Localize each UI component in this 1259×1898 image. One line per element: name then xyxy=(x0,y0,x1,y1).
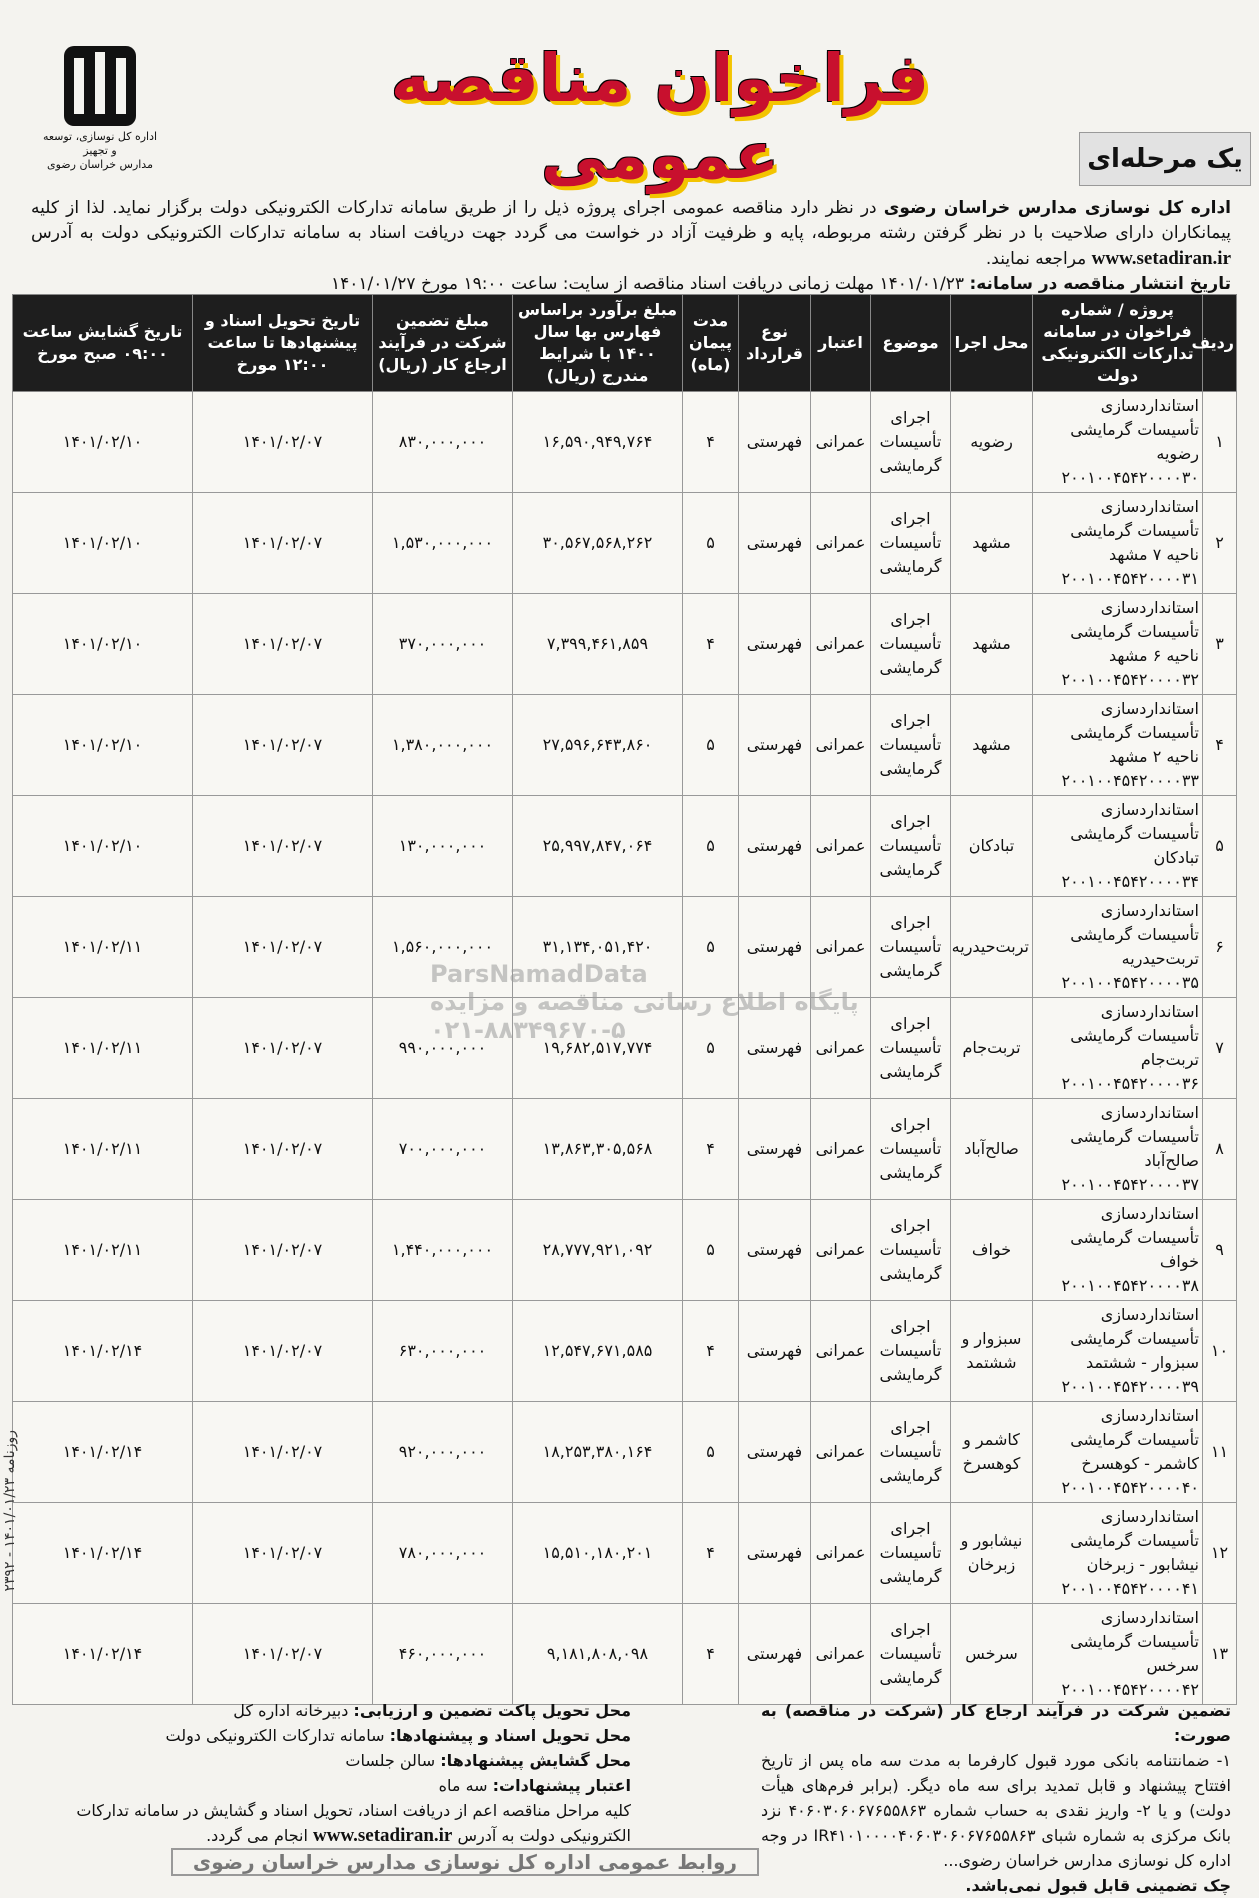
subject-cell: اجرای تأسیسات گرمایشی xyxy=(871,897,951,998)
duration-cell: ۴ xyxy=(683,1099,739,1200)
location-cell: مشهد xyxy=(951,695,1033,796)
subject-cell: اجرای تأسیسات گرمایشی xyxy=(871,1099,951,1200)
credit-cell: عمرانی xyxy=(811,796,871,897)
opening-date-cell: ۱۴۰۱/۰۲/۱۰ xyxy=(13,796,193,897)
opening-date-cell: ۱۴۰۱/۰۲/۱۴ xyxy=(13,1402,193,1503)
duration-cell: ۵ xyxy=(683,796,739,897)
delivery-date-cell: ۱۴۰۱/۰۲/۰۷ xyxy=(193,1200,373,1301)
column-header: مبلغ برآورد براساس فهارس بها سال ۱۴۰۰ با شرایط مندرج (ریال) xyxy=(513,295,683,392)
location-cell: مشهد xyxy=(951,594,1033,695)
table-row xyxy=(13,796,1237,897)
info-l2-label: محل تحویل اسناد و پیشنهادها: xyxy=(389,1726,631,1745)
column-header: تاریخ تحویل اسناد و پیشنهادها تا ساعت ۱۲:۰۰ مورخ xyxy=(193,295,373,392)
estimate-cell: ۲۸,۷۷۷,۹۲۱,۰۹۲ xyxy=(513,1200,683,1301)
subject-cell: اجرای تأسیسات گرمایشی xyxy=(871,796,951,897)
row-number: ۱۳ xyxy=(1203,1604,1237,1705)
table-row xyxy=(13,594,1237,695)
info-l4-value: سه ماه xyxy=(438,1776,493,1795)
contract-type-cell: فهرستی xyxy=(739,493,811,594)
guarantee-cell: ۳۷۰,۰۰۰,۰۰۰ xyxy=(373,594,513,695)
duration-cell: ۴ xyxy=(683,594,739,695)
side-text: روزنامه ۱۴۰۱/۰۱/۲۳ - ۲۳۹۲ xyxy=(2,1430,18,1592)
subject-cell: اجرای تأسیسات گرمایشی xyxy=(871,1402,951,1503)
site-link[interactable]: www.setadiran.ir xyxy=(1091,248,1231,269)
subject-cell: اجرای تأسیسات گرمایشی xyxy=(871,695,951,796)
info-l5-after: انجام می گردد. xyxy=(206,1826,314,1845)
info-l5: کلیه مراحل مناقصه اعم از دریافت اسناد، تحویل اسناد و گشایش در سامانه تدارکات الکترونیکی دولت به آدرس xyxy=(76,1801,631,1845)
project-cell: استانداردسازی تأسیسات گرمایشی صالح‌آباد ۲۰۰۱۰۰۴۵۴۲۰۰۰۰۳۷ xyxy=(1033,1099,1203,1200)
intro-text: در نظر دارد مناقصه عمومی اجرای پروژه ذیل را از طریق سامانه تدارکات الکترونیکی دولت برگزار نماید. لذا از کلیه پیمانکاران دارای صلاحیت با در نظر گرفتن رشته مربوطه، پایه و ظرفیت آزاد در خواست می گردد جهت دریافت اسناد به سامانه تدارکات الکترونیکی دولت به آدرس xyxy=(31,198,1231,243)
info-l1-label: محل تحویل پاکت تضمین و ارزیابی: xyxy=(353,1701,631,1720)
watermark xyxy=(430,960,859,1044)
contract-type-cell: فهرستی xyxy=(739,1503,811,1604)
delivery-date-cell: ۱۴۰۱/۰۲/۰۷ xyxy=(193,998,373,1099)
guarantee-tail: چک تضمینی قابل قبول نمی‌باشد. xyxy=(965,1876,1231,1895)
guarantee-cell: ۷۸۰,۰۰۰,۰۰۰ xyxy=(373,1503,513,1604)
duration-cell: ۵ xyxy=(683,493,739,594)
guarantee-cell: ۶۳۰,۰۰۰,۰۰۰ xyxy=(373,1301,513,1402)
column-header: مدت پیمان (ماه) xyxy=(683,295,739,392)
estimate-cell: ۲۷,۵۹۶,۶۴۳,۸۶۰ xyxy=(513,695,683,796)
contract-type-cell: فهرستی xyxy=(739,1604,811,1705)
estimate-cell: ۱۹,۶۸۲,۵۱۷,۷۷۴ xyxy=(513,998,683,1099)
project-cell: استانداردسازی تأسیسات گرمایشی تربت‌حیدریه ۲۰۰۱۰۰۴۵۴۲۰۰۰۰۳۵ xyxy=(1033,897,1203,998)
delivery-date-cell: ۱۴۰۱/۰۲/۰۷ xyxy=(193,1099,373,1200)
table-row xyxy=(13,1402,1237,1503)
emblem-icon xyxy=(60,40,140,130)
delivery-date-cell: ۱۴۰۱/۰۲/۰۷ xyxy=(193,695,373,796)
credit-cell: عمرانی xyxy=(811,1604,871,1705)
column-header: ردیف xyxy=(1203,295,1237,392)
contract-type-cell: فهرستی xyxy=(739,897,811,998)
opening-date-cell: ۱۴۰۱/۰۲/۱۴ xyxy=(13,1503,193,1604)
date-label: تاریخ انتشار مناقصه در سامانه: xyxy=(969,274,1231,294)
estimate-cell: ۱۶,۵۹۰,۹۴۹,۷۶۴ xyxy=(513,392,683,493)
subject-cell: اجرای تأسیسات گرمایشی xyxy=(871,493,951,594)
duration-cell: ۵ xyxy=(683,998,739,1099)
estimate-cell: ۱۳,۸۶۳,۳۰۵,۵۶۸ xyxy=(513,1099,683,1200)
estimate-cell: ۱۸,۲۵۳,۳۸۰,۱۶۴ xyxy=(513,1402,683,1503)
info-block xyxy=(71,1698,631,1848)
guarantee-block xyxy=(761,1698,1231,1898)
contract-type-cell: فهرستی xyxy=(739,796,811,897)
notice-title: فراخوان مناقصه عمومی xyxy=(390,40,930,194)
contract-type-cell: فهرستی xyxy=(739,1200,811,1301)
row-number: ۱۱ xyxy=(1203,1402,1237,1503)
delivery-date-cell: ۱۴۰۱/۰۲/۰۷ xyxy=(193,594,373,695)
credit-cell: عمرانی xyxy=(811,695,871,796)
watermark-line-3: ۰۲۱-۸۸۳۴۹۶۷۰-۵ xyxy=(430,1016,626,1044)
duration-cell: ۴ xyxy=(683,1604,739,1705)
location-cell: خواف xyxy=(951,1200,1033,1301)
opening-date-cell: ۱۴۰۱/۰۲/۱۰ xyxy=(13,695,193,796)
row-number: ۶ xyxy=(1203,897,1237,998)
estimate-cell: ۹,۱۸۱,۸۰۸,۰۹۸ xyxy=(513,1604,683,1705)
table-row xyxy=(13,1200,1237,1301)
logo-caption-1: اداره کل نوسازی، توسعه و تجهیز xyxy=(42,130,158,157)
row-number: ۵ xyxy=(1203,796,1237,897)
duration-cell: ۴ xyxy=(683,1503,739,1604)
intro-after: مراجعه نمایند. xyxy=(985,249,1092,269)
opening-date-cell: ۱۴۰۱/۰۲/۱۴ xyxy=(13,1604,193,1705)
opening-date-cell: ۱۴۰۱/۰۲/۱۰ xyxy=(13,493,193,594)
estimate-cell: ۱۵,۵۱۰,۱۸۰,۲۰۱ xyxy=(513,1503,683,1604)
table-row xyxy=(13,493,1237,594)
column-header: نوع قرارداد xyxy=(739,295,811,392)
subject-cell: اجرای تأسیسات گرمایشی xyxy=(871,392,951,493)
guarantee-cell: ۸۳۰,۰۰۰,۰۰۰ xyxy=(373,392,513,493)
subject-cell: اجرای تأسیسات گرمایشی xyxy=(871,1604,951,1705)
row-number: ۹ xyxy=(1203,1200,1237,1301)
column-header: اعتبار xyxy=(811,295,871,392)
guarantee-cell: ۱۳۰,۰۰۰,۰۰۰ xyxy=(373,796,513,897)
project-cell: استانداردسازی تأسیسات گرمایشی رضویه ۲۰۰۱۰۰۴۵۴۲۰۰۰۰۳۰ xyxy=(1033,392,1203,493)
guarantee-cell: ۱,۳۸۰,۰۰۰,۰۰۰ xyxy=(373,695,513,796)
contract-type-cell: فهرستی xyxy=(739,1402,811,1503)
table-row xyxy=(13,1301,1237,1402)
location-cell: صالح‌آباد xyxy=(951,1099,1033,1200)
table-row xyxy=(13,1604,1237,1705)
contract-type-cell: فهرستی xyxy=(739,1099,811,1200)
opening-date-cell: ۱۴۰۱/۰۲/۱۰ xyxy=(13,392,193,493)
credit-cell: عمرانی xyxy=(811,1200,871,1301)
location-cell: تربت‌حیدریه xyxy=(951,897,1033,998)
credit-cell: عمرانی xyxy=(811,897,871,998)
contract-type-cell: فهرستی xyxy=(739,594,811,695)
duration-cell: ۵ xyxy=(683,695,739,796)
table-row xyxy=(13,1503,1237,1604)
duration-cell: ۵ xyxy=(683,1402,739,1503)
guarantee-cell: ۷۰۰,۰۰۰,۰۰۰ xyxy=(373,1099,513,1200)
duration-cell: ۵ xyxy=(683,897,739,998)
credit-cell: عمرانی xyxy=(811,594,871,695)
logo-caption-2: مدارس خراسان رضوی xyxy=(47,158,153,171)
estimate-cell: ۷,۳۹۹,۴۶۱,۸۵۹ xyxy=(513,594,683,695)
duration-cell: ۴ xyxy=(683,392,739,493)
subject-cell: اجرای تأسیسات گرمایشی xyxy=(871,594,951,695)
info-l4-label: اعتبار پیشنهادات: xyxy=(492,1776,631,1795)
guarantee-heading: تضمین شرکت در فرآیند ارجاع کار (شرکت در مناقصه) به صورت: xyxy=(761,1701,1231,1745)
row-number: ۳ xyxy=(1203,594,1237,695)
intro-paragraph xyxy=(31,196,1231,297)
opening-date-cell: ۱۴۰۱/۰۲/۱۱ xyxy=(13,1200,193,1301)
table-row xyxy=(13,1099,1237,1200)
delivery-date-cell: ۱۴۰۱/۰۲/۰۷ xyxy=(193,493,373,594)
project-cell: استانداردسازی تأسیسات گرمایشی تربت‌جام ۲۰۰۱۰۰۴۵۴۲۰۰۰۰۳۶ xyxy=(1033,998,1203,1099)
credit-cell: عمرانی xyxy=(811,1301,871,1402)
row-number: ۷ xyxy=(1203,998,1237,1099)
guarantee-cell: ۴۶۰,۰۰۰,۰۰۰ xyxy=(373,1604,513,1705)
table-header-row xyxy=(13,295,1237,392)
delivery-date-cell: ۱۴۰۱/۰۲/۰۷ xyxy=(193,897,373,998)
project-cell: استانداردسازی تأسیسات گرمایشی سرخس ۲۰۰۱۰۰۴۵۴۲۰۰۰۰۴۲ xyxy=(1033,1604,1203,1705)
credit-cell: عمرانی xyxy=(811,1099,871,1200)
opening-date-cell: ۱۴۰۱/۰۲/۱۴ xyxy=(13,1301,193,1402)
project-cell: استانداردسازی تأسیسات گرمایشی ناحیه ۷ مشهد ۲۰۰۱۰۰۴۵۴۲۰۰۰۰۳۱ xyxy=(1033,493,1203,594)
location-cell: نیشابور و زبرخان xyxy=(951,1503,1033,1604)
credit-cell: عمرانی xyxy=(811,392,871,493)
project-cell: استانداردسازی تأسیسات گرمایشی نیشابور - زبرخان ۲۰۰۱۰۰۴۵۴۲۰۰۰۰۴۱ xyxy=(1033,1503,1203,1604)
credit-cell: عمرانی xyxy=(811,1503,871,1604)
guarantee-cell: ۱,۴۴۰,۰۰۰,۰۰۰ xyxy=(373,1200,513,1301)
subject-cell: اجرای تأسیسات گرمایشی xyxy=(871,1200,951,1301)
info-l3-value: سالن جلسات xyxy=(345,1751,441,1770)
delivery-date-cell: ۱۴۰۱/۰۲/۰۷ xyxy=(193,392,373,493)
project-cell: استانداردسازی تأسیسات گرمایشی خواف ۲۰۰۱۰۰۴۵۴۲۰۰۰۰۳۸ xyxy=(1033,1200,1203,1301)
estimate-cell: ۱۲,۵۴۷,۶۷۱,۵۸۵ xyxy=(513,1301,683,1402)
column-header: موضوع xyxy=(871,295,951,392)
table-row xyxy=(13,695,1237,796)
stage-badge: یک مرحله‌ای xyxy=(1079,132,1251,186)
info-l3-label: محل گشایش پیشنهادها: xyxy=(440,1751,631,1770)
guarantee-cell: ۹۲۰,۰۰۰,۰۰۰ xyxy=(373,1402,513,1503)
opening-date-cell: ۱۴۰۱/۰۲/۱۱ xyxy=(13,1099,193,1200)
location-cell: سبزوار و ششتمد xyxy=(951,1301,1033,1402)
estimate-cell: ۳۰,۵۶۷,۵۶۸,۲۶۲ xyxy=(513,493,683,594)
table-row xyxy=(13,392,1237,493)
row-number: ۱ xyxy=(1203,392,1237,493)
location-cell: تبادکان xyxy=(951,796,1033,897)
info-l2-value: سامانه تدارکات الکترونیکی دولت xyxy=(165,1726,390,1745)
org-name: اداره کل نوسازی مدارس خراسان رضوی xyxy=(883,198,1231,218)
subject-cell: اجرای تأسیسات گرمایشی xyxy=(871,998,951,1099)
contract-type-cell: فهرستی xyxy=(739,695,811,796)
location-cell: رضویه xyxy=(951,392,1033,493)
location-cell: کاشمر و کوهسرخ xyxy=(951,1402,1033,1503)
watermark-line-1: ParsNamadData xyxy=(430,960,648,988)
footer-credit: روابط عمومی اداره کل نوسازی مدارس خراسان رضوی xyxy=(171,1848,759,1876)
row-number: ۸ xyxy=(1203,1099,1237,1200)
delivery-date-cell: ۱۴۰۱/۰۲/۰۷ xyxy=(193,1503,373,1604)
date-text: ۱۴۰۱/۰۱/۲۳ مهلت زمانی دریافت اسناد مناقصه از سایت: ساعت ۱۹:۰۰ مورخ ۱۴۰۱/۰۱/۲۷ xyxy=(331,274,970,294)
subject-cell: اجرای تأسیسات گرمایشی xyxy=(871,1301,951,1402)
duration-cell: ۴ xyxy=(683,1301,739,1402)
credit-cell: عمرانی xyxy=(811,1402,871,1503)
guarantee-cell: ۹۹۰,۰۰۰,۰۰۰ xyxy=(373,998,513,1099)
location-cell: تربت‌جام xyxy=(951,998,1033,1099)
project-cell: استانداردسازی تأسیسات گرمایشی تبادکان ۲۰۰۱۰۰۴۵۴۲۰۰۰۰۳۴ xyxy=(1033,796,1203,897)
info-site-link[interactable]: www.setadiran.ir xyxy=(313,1825,453,1846)
column-header: مبلغ تضمین شرکت در فرآیند ارجاع کار (ریال) xyxy=(373,295,513,392)
opening-date-cell: ۱۴۰۱/۰۲/۱۱ xyxy=(13,897,193,998)
contract-type-cell: فهرستی xyxy=(739,1301,811,1402)
watermark-line-2: پایگاه اطلاع رسانی مناقصه و مزایده xyxy=(430,988,859,1016)
subject-cell: اجرای تأسیسات گرمایشی xyxy=(871,1503,951,1604)
contract-type-cell: فهرستی xyxy=(739,998,811,1099)
location-cell: سرخس xyxy=(951,1604,1033,1705)
delivery-date-cell: ۱۴۰۱/۰۲/۰۷ xyxy=(193,796,373,897)
project-cell: استانداردسازی تأسیسات گرمایشی ناحیه ۲ مشهد ۲۰۰۱۰۰۴۵۴۲۰۰۰۰۳۳ xyxy=(1033,695,1203,796)
delivery-date-cell: ۱۴۰۱/۰۲/۰۷ xyxy=(193,1402,373,1503)
info-l1-value: دبیرخانه اداره کل xyxy=(233,1701,354,1720)
row-number: ۴ xyxy=(1203,695,1237,796)
column-header: تاریخ گشایش ساعت ۰۹:۰۰ صبح مورخ xyxy=(13,295,193,392)
credit-cell: عمرانی xyxy=(811,493,871,594)
delivery-date-cell: ۱۴۰۱/۰۲/۰۷ xyxy=(193,1604,373,1705)
row-number: ۱۲ xyxy=(1203,1503,1237,1604)
credit-cell: عمرانی xyxy=(811,998,871,1099)
estimate-cell: ۲۵,۹۹۷,۸۴۷,۰۶۴ xyxy=(513,796,683,897)
opening-date-cell: ۱۴۰۱/۰۲/۱۱ xyxy=(13,998,193,1099)
delivery-date-cell: ۱۴۰۱/۰۲/۰۷ xyxy=(193,1301,373,1402)
estimate-cell: ۳۱,۱۳۴,۰۵۱,۴۲۰ xyxy=(513,897,683,998)
duration-cell: ۵ xyxy=(683,1200,739,1301)
column-header: پروژه / شماره فراخوان در سامانه تدارکات الکترونیکی دولت xyxy=(1033,295,1203,392)
project-cell: استانداردسازی تأسیسات گرمایشی کاشمر - کوهسرخ ۲۰۰۱۰۰۴۵۴۲۰۰۰۰۴۰ xyxy=(1033,1402,1203,1503)
row-number: ۲ xyxy=(1203,493,1237,594)
column-header: محل اجرا xyxy=(951,295,1033,392)
contract-type-cell: فهرستی xyxy=(739,392,811,493)
guarantee-cell: ۱,۵۶۰,۰۰۰,۰۰۰ xyxy=(373,897,513,998)
opening-date-cell: ۱۴۰۱/۰۲/۱۰ xyxy=(13,594,193,695)
project-cell: استانداردسازی تأسیسات گرمایشی ناحیه ۶ مشهد ۲۰۰۱۰۰۴۵۴۲۰۰۰۰۳۲ xyxy=(1033,594,1203,695)
guarantee-cell: ۱,۵۳۰,۰۰۰,۰۰۰ xyxy=(373,493,513,594)
org-logo xyxy=(40,40,160,180)
project-cell: استانداردسازی تأسیسات گرمایشی سبزوار - ششتمد ۲۰۰۱۰۰۴۵۴۲۰۰۰۰۳۹ xyxy=(1033,1301,1203,1402)
guarantee-text: ۱- ضمانتنامه بانکی مورد قبول کارفرما به مدت سه ماه پس از تاریخ افتتاح پیشنهاد و قابل تمدید برای سه ماه دیگر. (برابر فرم‌های هیأت دولت) و یا ۲- واریز نقدی به حساب شماره ۴۰۶۰۳۰۶۰۶۷۶۵۵۸۶۳ نزد بانک مرکزی به شماره شبای IR۴۱۰۱۰۰۰۰۴۰۶۰۳۰۶۰۶۷۶۵۵۸۶۳ در وجه اداره کل نوسازی مدارس خراسان رضوی... xyxy=(761,1751,1231,1870)
row-number: ۱۰ xyxy=(1203,1301,1237,1402)
location-cell: مشهد xyxy=(951,493,1033,594)
